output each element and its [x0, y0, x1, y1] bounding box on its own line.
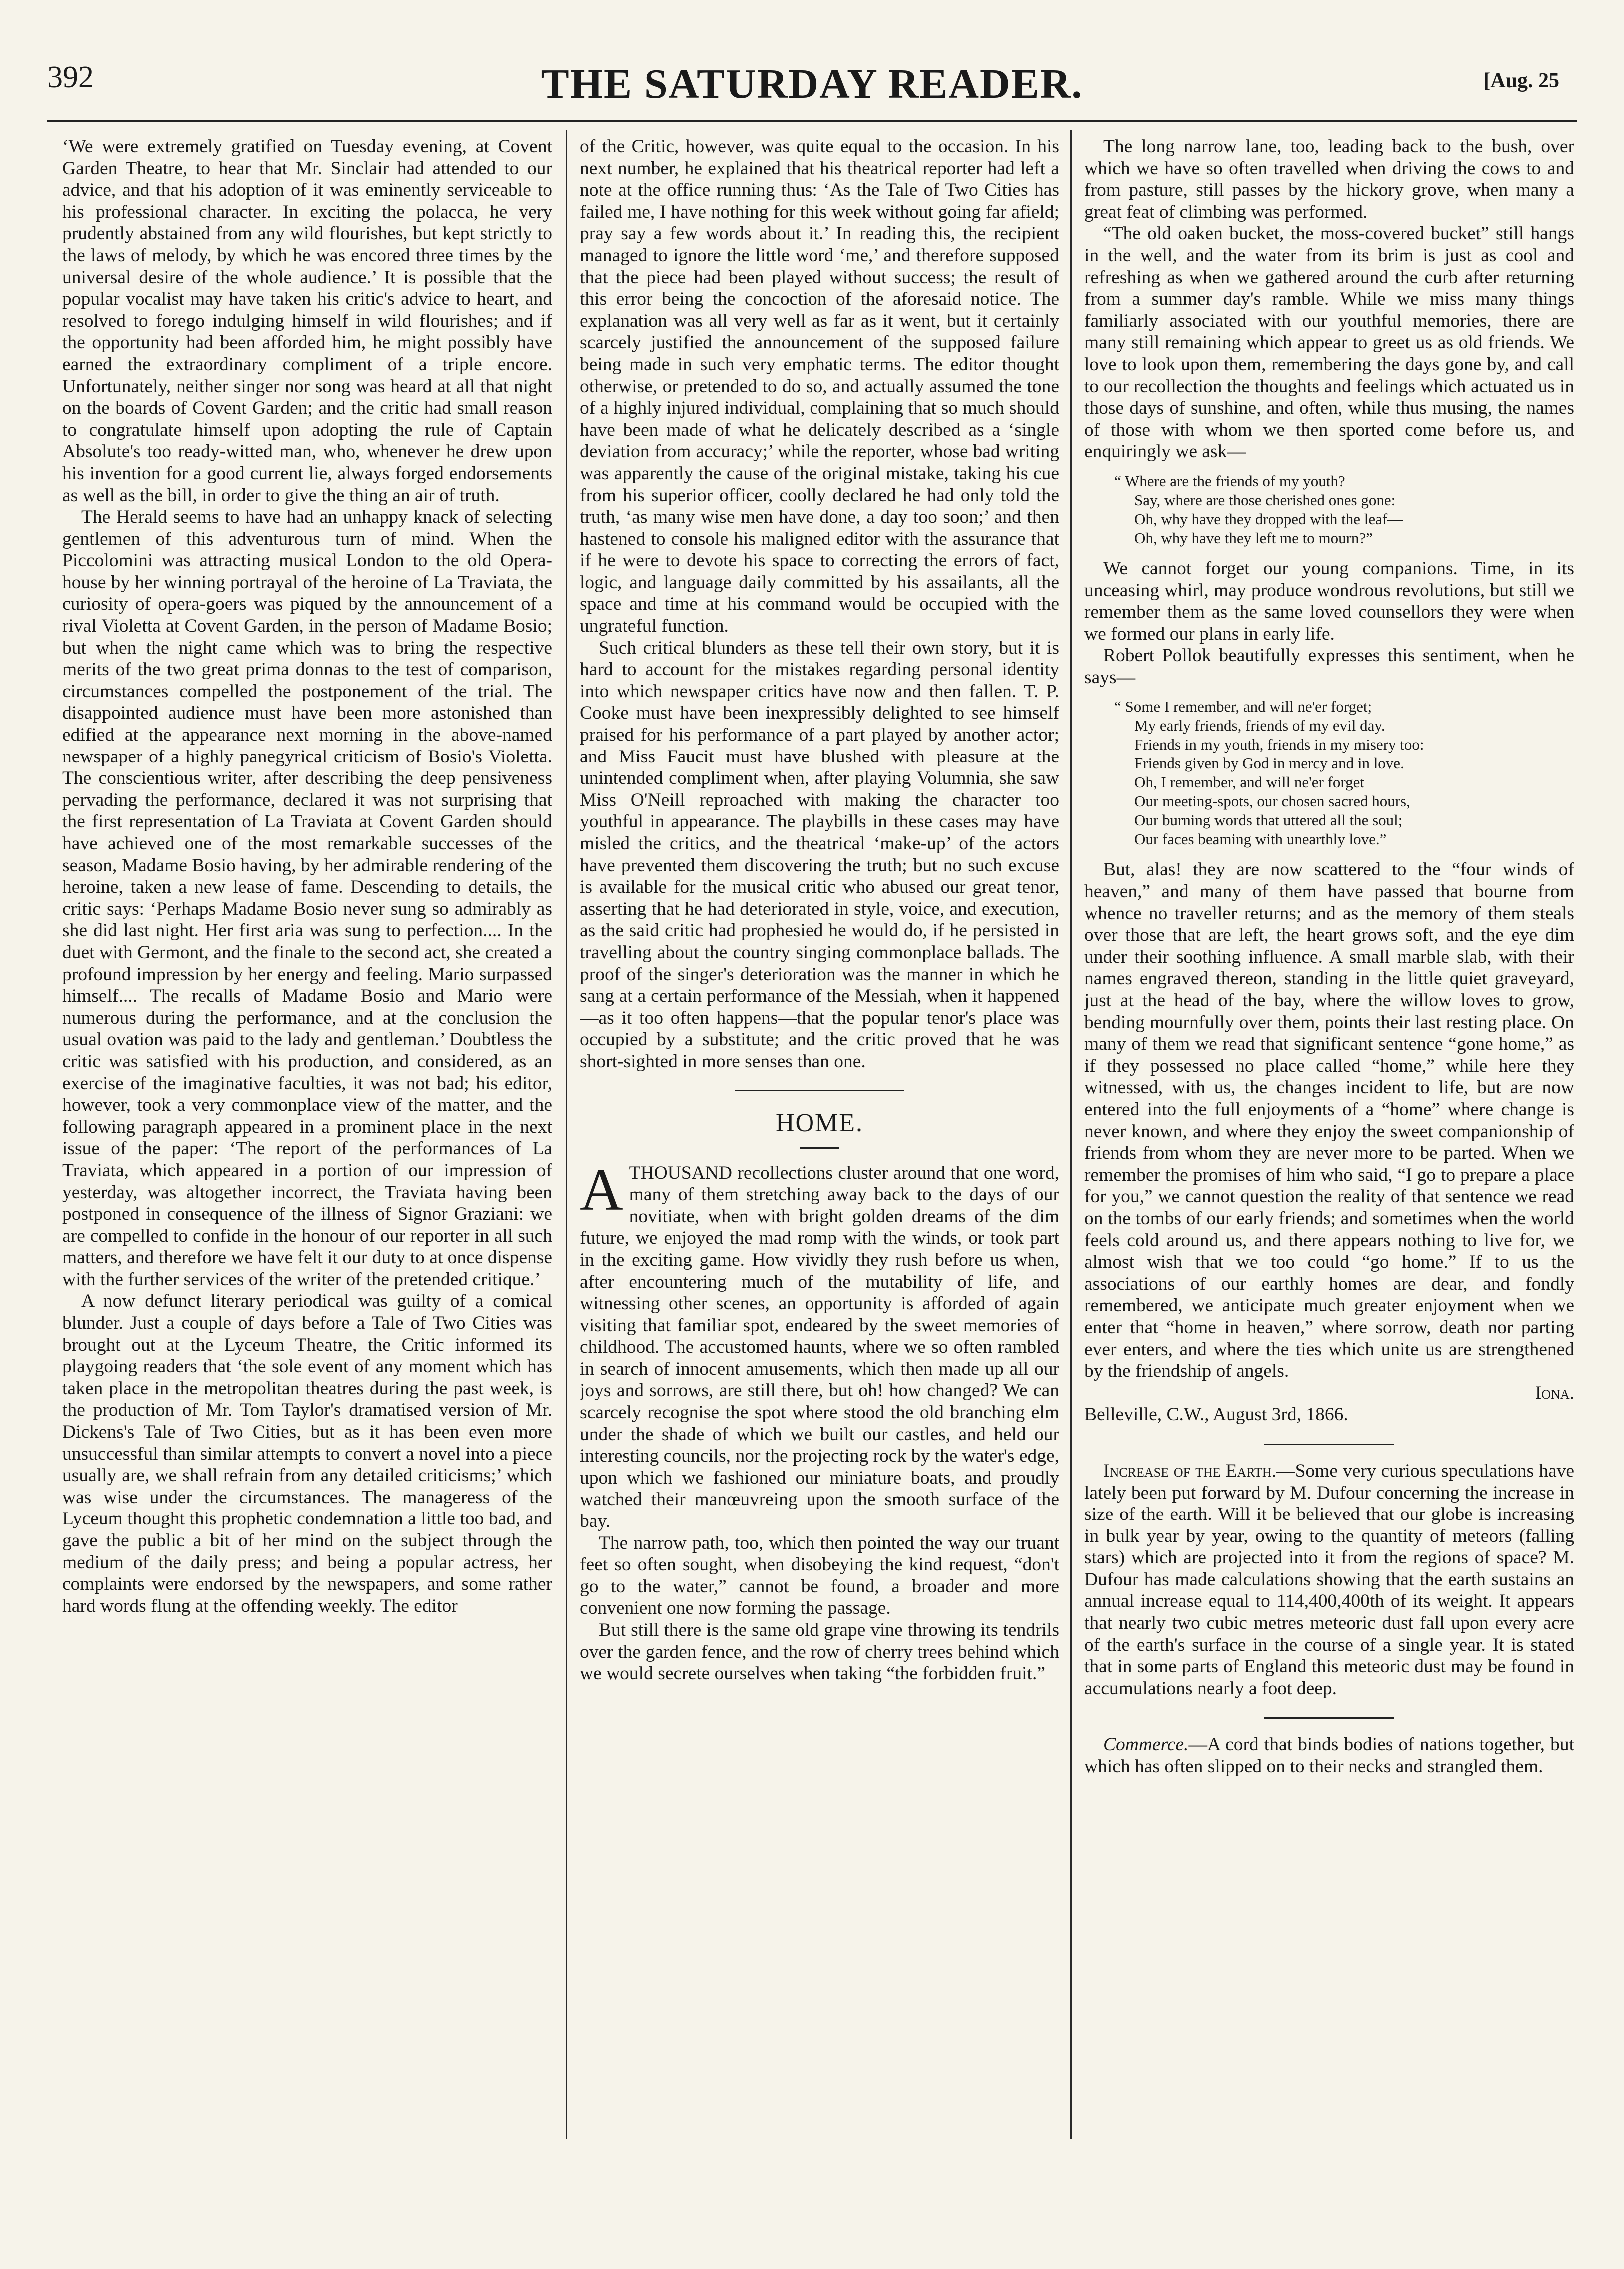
article-paragraph: THOUSAND recollections cluster around that one word, many of them stretching away back to the days of our novitiate, when with bright golden dreams of the dim future, we enjoyed the mad romp with the winds, or took part in the exciting game. How vividly they rush before us when, after encountering much of the mutability of life, and witnessing other scenes, an opportunity is afforded of again visiting that familiar spot, endeared by the sweet memories of childhood. The accustomed haunts, where we so often rambled in search of innocent amusements, which then made up all our joys and sorrows, are still there, but oh! how changed? We can scarcely recognise the spot where stood the old branching elm under the shade of which we built our castles, and held our interesting councils, nor the projecting rock by the water's edge, upon which we fashioned our miniature boats, and proudly watched their manœuvreing upon the smooth surface of the bay.: [580, 1162, 1059, 1532]
home-opening: [580, 1156, 1059, 1532]
poem-line: “ Some I remember, and will ne'er forget;: [1114, 698, 1372, 716]
article-paragraph: But still there is the same old grape vine throwing its tendrils over the garden fence, and the row of cherry trees behind which we would secrete ourselves when taking “the forbidden fruit.”: [580, 1620, 1059, 1684]
commerce-heading: Commerce.: [1103, 1734, 1189, 1755]
article-paragraph: The narrow path, too, which then pointed the way our truant feet so often sought, when disobeying the kind request, “don't go to the water,” cannot be found, a broader and more convenient one now forming the passage.: [580, 1532, 1059, 1619]
issue-date: [Aug. 25: [1483, 69, 1559, 92]
poem-line: My early friends, friends of my evil day.: [1134, 717, 1385, 735]
column-3: [1084, 136, 1574, 2135]
author-signature: Iona.: [1535, 1382, 1574, 1403]
earth-heading: Increase of the Earth.: [1103, 1460, 1277, 1481]
earth-body: —Some very curious speculations have lately been put forward by M. Dufour concerning the increase in size of the earth. Will it be believed that our globe is increasing in bulk year by year, owing to the quantity of meteors (falling stars) which are projected into it from the regions of space? M. Dufour has made calculations showing that the earth sustains an annual increase equal to 114,400,400th of its weight. It appears that nearly two cubic metres meteoric dust fall upon every acre of the earth's surface in the course of a single year. It is stated that in some parts of England this meteoric dust may be found in accumulations nearly a foot deep.: [1084, 1460, 1574, 1699]
page-number: 392: [47, 60, 94, 94]
article-paragraph: “The old oaken bucket, the moss-covered bucket” still hangs in the well, and the water from its brim is just as cool and refreshing as when we gathered around the curb after returning from a summer day's ramble. While we miss many things familiarly associated with our youthful memories, there are many still remaining which appear to greet us as old friends. We love to look upon them, remembering the days gone by, and call to our recollection the thoughts and feelings which actuated us in those days of sunshine, and often, while thus musing, the names of those with whom we then sported come before us, and enquiringly we ask—: [1084, 223, 1574, 462]
drop-cap: A: [580, 1156, 623, 1223]
commerce-paragraph: [1084, 1734, 1574, 1777]
poem-line: Say, where are those cherished ones gone:: [1134, 491, 1396, 509]
poem-line: Friends in my youth, friends in my misery too:: [1134, 736, 1424, 754]
section-divider: [735, 1090, 904, 1091]
article-heading: HOME.: [775, 1108, 864, 1137]
poem-quote: [1114, 697, 1574, 849]
article-paragraph: But, alas! they are now scattered to the “four winds of heaven,” and many of them have passed that bourne from whence no traveller returns; and as the memory of them steals over those that are left, the heart grows soft, and the eye dim under their soothing influence. A small marble slab, with their names engraved thereon, standing in the little quiet graveyard, just at the head of the bay, where the willow loves to grow, bending mournfully over them, points their last resting place. On many of them we read that significant sentence “gone home,” as if they possessed no place called “home,” while here they witnessed, with us, the changes incident to life, but are now entered into the full enjoyments of a “home” where change is never known, and where they enjoy the sweet companionship of friends from whom they are never more to be parted. When we remember the promises of him who said, “I go to prepare a place for you,” we cannot question the reality of that sentence we read on the tombs of our early friends; and sometimes when the world feels cold around us, and there appears nothing to live for, we almost wish that we too could “go home.” If to us the associations of our earthly homes are dear, and fondly remembered, we anticipate much greater enjoyment when we enter that “home in heaven,” where sorrow, death nor parting ever enters, and where the ties which unite us are strengthened by the friendship of angels.: [1084, 859, 1574, 1382]
poem-line: “ Where are the friends of my youth?: [1114, 472, 1345, 490]
page-header: [0, 60, 1624, 115]
earth-paragraph: [1084, 1460, 1574, 1700]
poem-line: Oh, I remember, and will ne'er forget: [1134, 773, 1364, 791]
article-paragraph: We cannot forget our young companions. Time, in its unceasing whirl, may produce wondrous revolutions, but still we remember them as the same loved counsellors they were when we formed our plans in early life.: [1084, 558, 1574, 644]
column-rule: [1070, 130, 1072, 2139]
article-paragraph: ‘We were extremely gratified on Tuesday evening, at Covent Garden Theatre, to hear that Mr. Sinclair had attended to our advice, and that his adoption of it was eminently serviceable to his professional character. In exciting the polacca, he very prudently abstained from any wild flourishes, but kept strictly to the laws of melody, by which he was encored three times by the universal desire of the whole audience.’ It is possible that the popular vocalist may have taken his critic's advice to heart, and resolved to forego indulging himself in wild flourishes; and if the opportunity had been afforded him, he might possibly have earned the extraordinary compliment of a triple encore. Unfortunately, neither singer nor song was heard at all that night on the boards of Covent Garden; and the critic had small reason to congratulate himself upon adopting the rule of Captain Absolute's too ready-witted man, who, whenever he drew upon his invention for a good current lie, always forged endorsements as well as the bill, in order to give the thing an air of truth.: [62, 136, 552, 506]
article-paragraph: Such critical blunders as these tell their own story, but it is hard to account for the mistakes regarding personal identity into which newspaper critics have now and then fallen. T. P. Cooke must have been inexpressibly delighted to see himself praised for his performance of a part played by another actor; and Miss Faucit must have blushed with pleasure at the unintended compliment when, after playing Volumnia, she saw Miss O'Neill reproached with making the character too youthful in appearance. The playbills in these cases may have misled the critics, and the theatrical ‘make-up’ of the actors have prevented them discovering the truth; but no such excuse is available for the musical critic who abused our great tenor, asserting that he had deteriorated in style, voice, and execution, as the said critic had prophesied he would do, if he persisted in travelling about the country singing commonplace ballads. The proof of the singer's deterioration was the manner in which he sang at a certain performance of the Messiah, when it happened—as it too often happens—that the popular tenor's place was occupied by a substitute; and the critic proved that he was short-sighted in more senses than one.: [580, 637, 1059, 1072]
section-divider: [1264, 1444, 1394, 1445]
column-1: [62, 136, 552, 2135]
poem-line: Our meeting-spots, our chosen sacred hours,: [1134, 792, 1410, 810]
poem-line: Our faces beaming with unearthly love.”: [1134, 830, 1387, 848]
masthead-title: THE SATURDAY READER.: [541, 61, 1083, 107]
article-paragraph: The Herald seems to have had an unhappy knack of selecting gentlemen of this adventurous turn of mind. When the Piccolomini was attracting musical London to the old Opera-house by her winning portrayal of the heroine of La Traviata, the curiosity of opera-goers was piqued by the announcement of a rival Violetta at Covent Garden, in the person of Madame Bosio; but when the night came which was to bring the respective merits of the two great prima donnas to the test of comparison, circumstances compelled the postponement of the trial. The disappointed audience must have been more astonished than edified at the appearance next morning in the above-named newspaper of a highly panegyrical criticism of Bosio's Violetta. The conscientious writer, after describing the deep pensiveness pervading the performance, declared it was not surprising that the first representation of La Traviata at Covent Garden should have achieved one of the most remarkable successes of the season, Madame Bosio having, by her admirable rendering of the heroine, taken a new lease of fame. Descending to details, the critic says: ‘Perhaps Madame Bosio never sung so admirably as she did last night. Her first aria was sung to perfection.... In the duet with Germont, and the finale to the second act, she created a profound impression by her energy and feeling. Mario surpassed himself.... The recalls of Madame Bosio and Mario were numerous during the performance, and at the conclusion the usual ovation was paid to the lady and gentleman.’ Doubtless the critic was satisfied with his production, and considered, as an exercise of the imaginative faculties, it was not bad; his editor, however, took a very commonplace view of the matter, and the following paragraph appeared in a prominent place in the next issue of the paper: ‘The report of the performances of La Traviata, which appeared in a portion of our impression of yesterday, was altogether incorrect, the Traviata having been postponed in consequence of the illness of Signor Graziani: we are compelled to confide in the honour of our reporter in all such matters, and therefore we have felt it our duty to at once dispense with the further services of the writer of the pretended critique.’: [62, 507, 552, 1290]
poem-line: Oh, why have they left me to mourn?”: [1134, 529, 1373, 547]
article-paragraph: of the Critic, however, was quite equal to the occasion. In his next number, he explained that his theatrical reporter had left a note at the office running thus: ‘As the Tale of Two Cities has failed me, I have nothing for this week without going far afield; pray say a few words about it.’ In reading this, the recipient managed to ignore the little word ‘me,’ and therefore supposed that the piece had been played without success; the result of this error being the concoction of the aforesaid notice. The explanation was all very well as far as it went, but it certainly scarcely justified the announcement of the supposed failure being made in such very emphatic terms. The editor thought otherwise, or pretended to do so, and actually assumed the tone of a highly injured individual, complaining that so much should have been made of what he delicately described as a ‘single deviation from accuracy;’ while the reporter, whose bad writing was apparently the cause of the original mistake, taking his cue from his superior officer, coolly declared he had only told the truth, ‘as many wise men have done, a day too soon;’ and then hastened to console his maligned editor with the assurance that if he were to devote his space to correcting the errors of fact, logic, and language daily committed by his assailants, all the space and time at his command would be occupied with the ungrateful function.: [580, 136, 1059, 637]
poem-line: Our burning words that uttered all the soul;: [1134, 811, 1403, 829]
poem-line: Friends given by God in mercy and in love.: [1134, 755, 1404, 772]
section-divider: [1264, 1717, 1394, 1719]
poem-quote: [1114, 472, 1574, 548]
poem-line: Oh, why have they dropped with the leaf—: [1134, 510, 1403, 528]
dateline: Belleville, C.W., August 3rd, 1866.: [1084, 1404, 1348, 1425]
article-paragraph: A now defunct literary periodical was guilty of a comical blunder. Just a couple of days before a Tale of Two Cities was brought out at the Lyceum Theatre, the Critic informed its playgoing readers that ‘the sole event of any moment which has taken place in the metropolitan theatres during the past week, is the production of Mr. Tom Taylor's dramatised version of Mr. Dickens's Tale of Two Cities, but as it has been even more unsuccessful than similar attempts to convert a novel into a piece usually are, we shall refrain from any detailed criticisms;’ which was wise under the circumstances. The manageress of the Lyceum thought this prophetic condemnation a little too bad, and gave the public a bit of her mind on the subject through the medium of the daily press; and being a popular actress, her complaints were endorsed by the newspapers, and some rather hard words flung at the offending weekly. The editor: [62, 1291, 552, 1616]
article-paragraph: Robert Pollok beautifully expresses this sentiment, when he says—: [1084, 645, 1574, 688]
column-2: [580, 136, 1059, 2135]
heading-rule: [800, 1147, 839, 1149]
commerce-body: —A cord that binds bodies of nations together, but which has often slipped on to their necks and strangled them.: [1084, 1734, 1574, 1777]
article-paragraph: The long narrow lane, too, leading back to the bush, over which we have so often travelled when driving the cows to and from pasture, still passes by the hickory grove, when many a great feat of climbing was performed.: [1084, 136, 1574, 222]
column-rule: [566, 130, 567, 2139]
header-rule: [47, 120, 1577, 122]
